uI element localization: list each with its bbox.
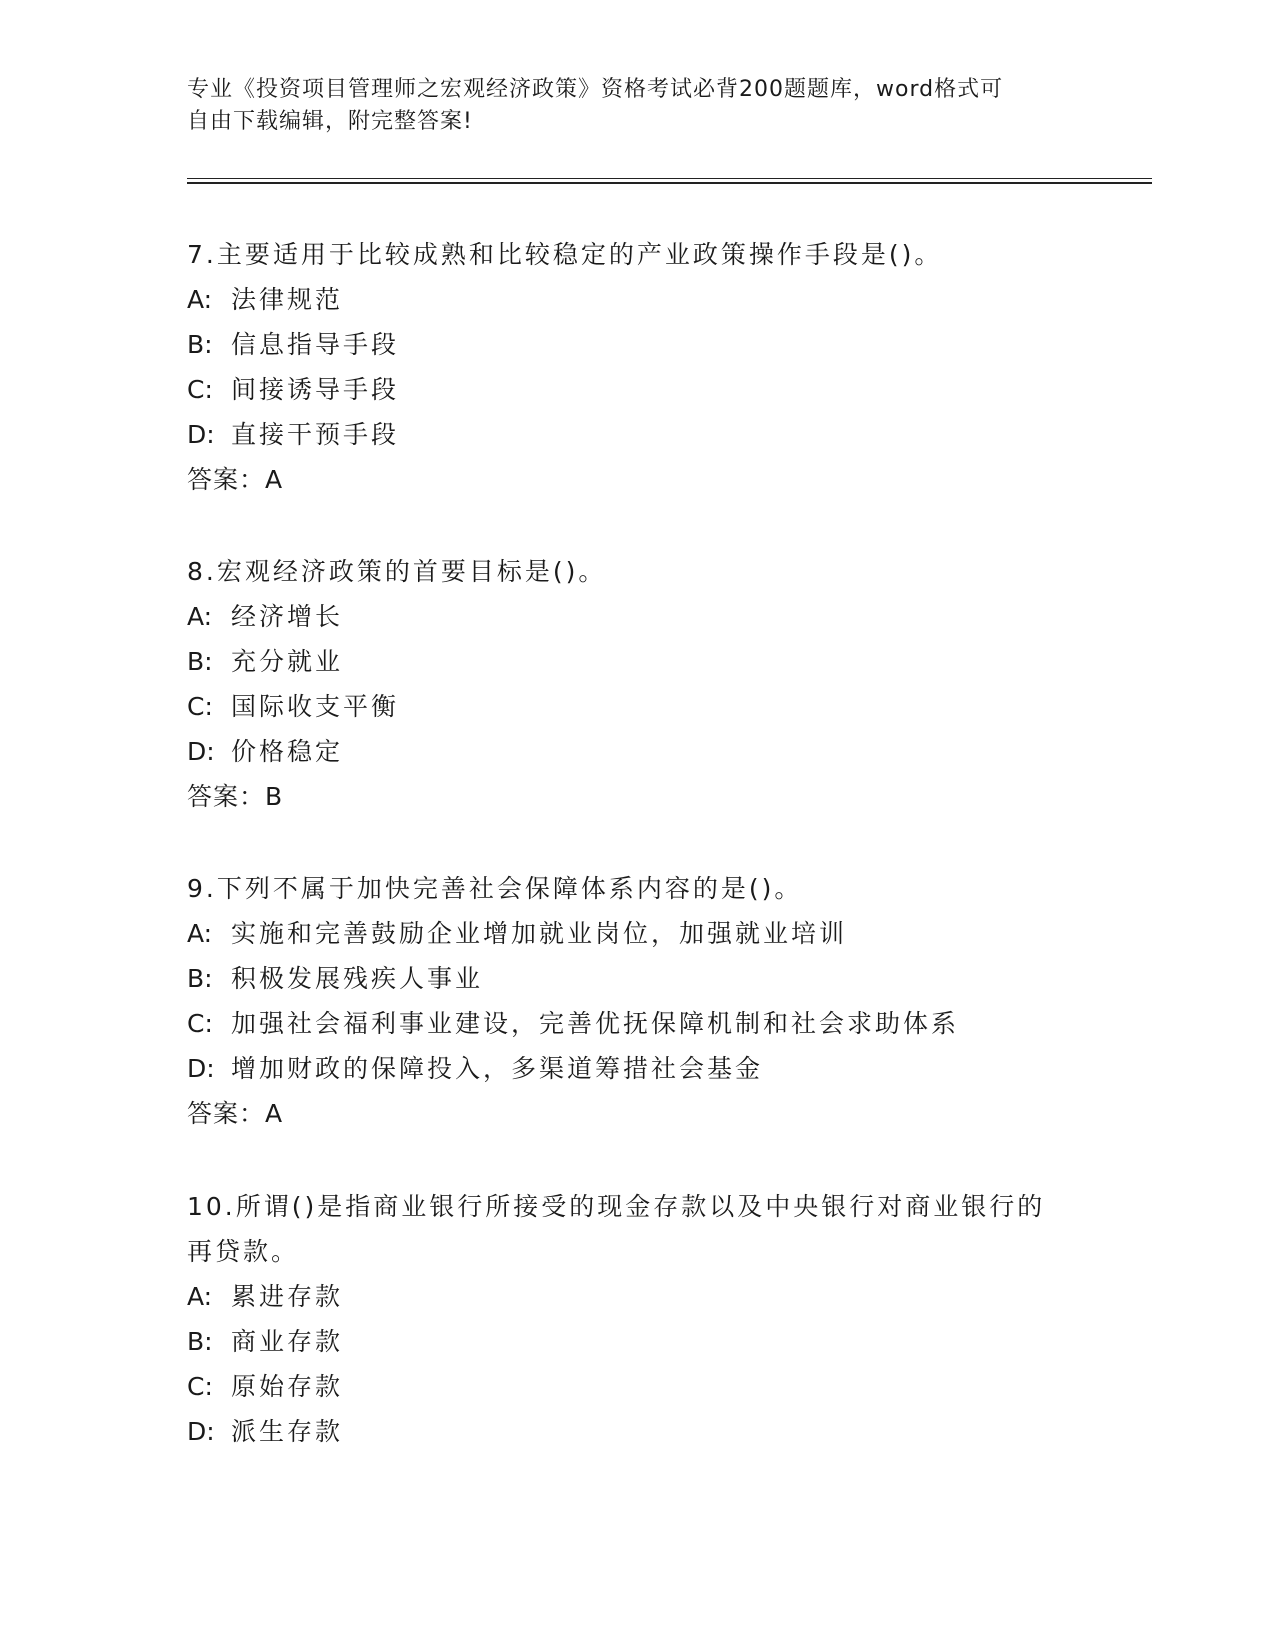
option-text: 派生存款 [231,1417,344,1446]
option-text: 直接干预手段 [231,420,400,449]
option-key: B: [187,964,213,993]
answer-line: 答案：B [187,782,284,811]
option-a [187,1274,1087,1319]
option-text: 间接诱导手段 [231,375,400,404]
option-key: C: [187,375,213,404]
option-text: 实施和完善鼓励企业增加就业岗位，加强就业培训 [231,919,848,948]
question-title: 7.主要适用于比较成熟和比较稳定的产业政策操作手段是()。 [187,240,943,269]
question-title: 8.宏观经济政策的首要目标是()。 [187,557,607,586]
question-10 [187,1184,1087,1454]
option-text: 加强社会福利事业建设，完善优抚保障机制和社会求助体系 [231,1009,960,1038]
option-a [187,277,1087,322]
option-key: C: [187,692,213,721]
question-title-line-2: 再贷款。 [187,1237,300,1266]
option-c [187,684,1087,729]
option-text: 充分就业 [231,647,344,676]
option-text: 商业存款 [231,1327,344,1356]
option-text: 法律规范 [231,285,344,314]
option-key: D: [187,420,215,449]
option-text: 信息指导手段 [231,330,400,359]
option-text: 价格稳定 [231,737,344,766]
option-key: C: [187,1372,213,1401]
answer-line: 答案：A [187,465,284,494]
question-8 [187,549,1087,819]
question-title: 9.下列不属于加快完善社会保障体系内容的是()。 [187,874,803,903]
question-title-line-1: 10.所谓()是指商业银行所接受的现金存款以及中央银行对商业银行的 [187,1192,1046,1221]
option-a [187,594,1087,639]
option-c [187,367,1087,412]
option-b [187,639,1087,684]
option-key: A: [187,1282,213,1311]
option-c [187,1364,1087,1409]
option-c [187,1001,1087,1046]
header-line-1: 专业《投资项目管理师之宏观经济政策》资格考试必背200题题库，word格式可 [187,77,1004,102]
option-key: D: [187,1054,215,1083]
option-key: A: [187,285,213,314]
question-9 [187,866,1087,1136]
option-key: B: [187,1327,213,1356]
option-d [187,1409,1087,1454]
option-d [187,1046,1087,1091]
option-key: C: [187,1009,213,1038]
option-key: B: [187,647,213,676]
option-b [187,956,1087,1001]
option-text: 国际收支平衡 [231,692,400,721]
header-rule-thin [187,178,1152,179]
option-key: A: [187,602,213,631]
option-text: 经济增长 [231,602,344,631]
option-text: 累进存款 [231,1282,344,1311]
option-text: 积极发展残疾人事业 [231,964,484,993]
answer-line: 答案：A [187,1099,284,1128]
option-key: D: [187,1417,215,1446]
option-key: A: [187,919,213,948]
option-b [187,322,1087,367]
option-d [187,729,1087,774]
question-7 [187,232,1087,502]
option-key: B: [187,330,213,359]
option-b [187,1319,1087,1364]
document-header [187,74,1067,138]
option-text: 原始存款 [231,1372,344,1401]
option-key: D: [187,737,215,766]
option-text: 增加财政的保障投入，多渠道筹措社会基金 [231,1054,764,1083]
option-d [187,412,1087,457]
header-line-2: 自由下载编辑，附完整答案! [187,109,473,134]
header-rule-thick [187,182,1152,184]
option-a [187,911,1087,956]
